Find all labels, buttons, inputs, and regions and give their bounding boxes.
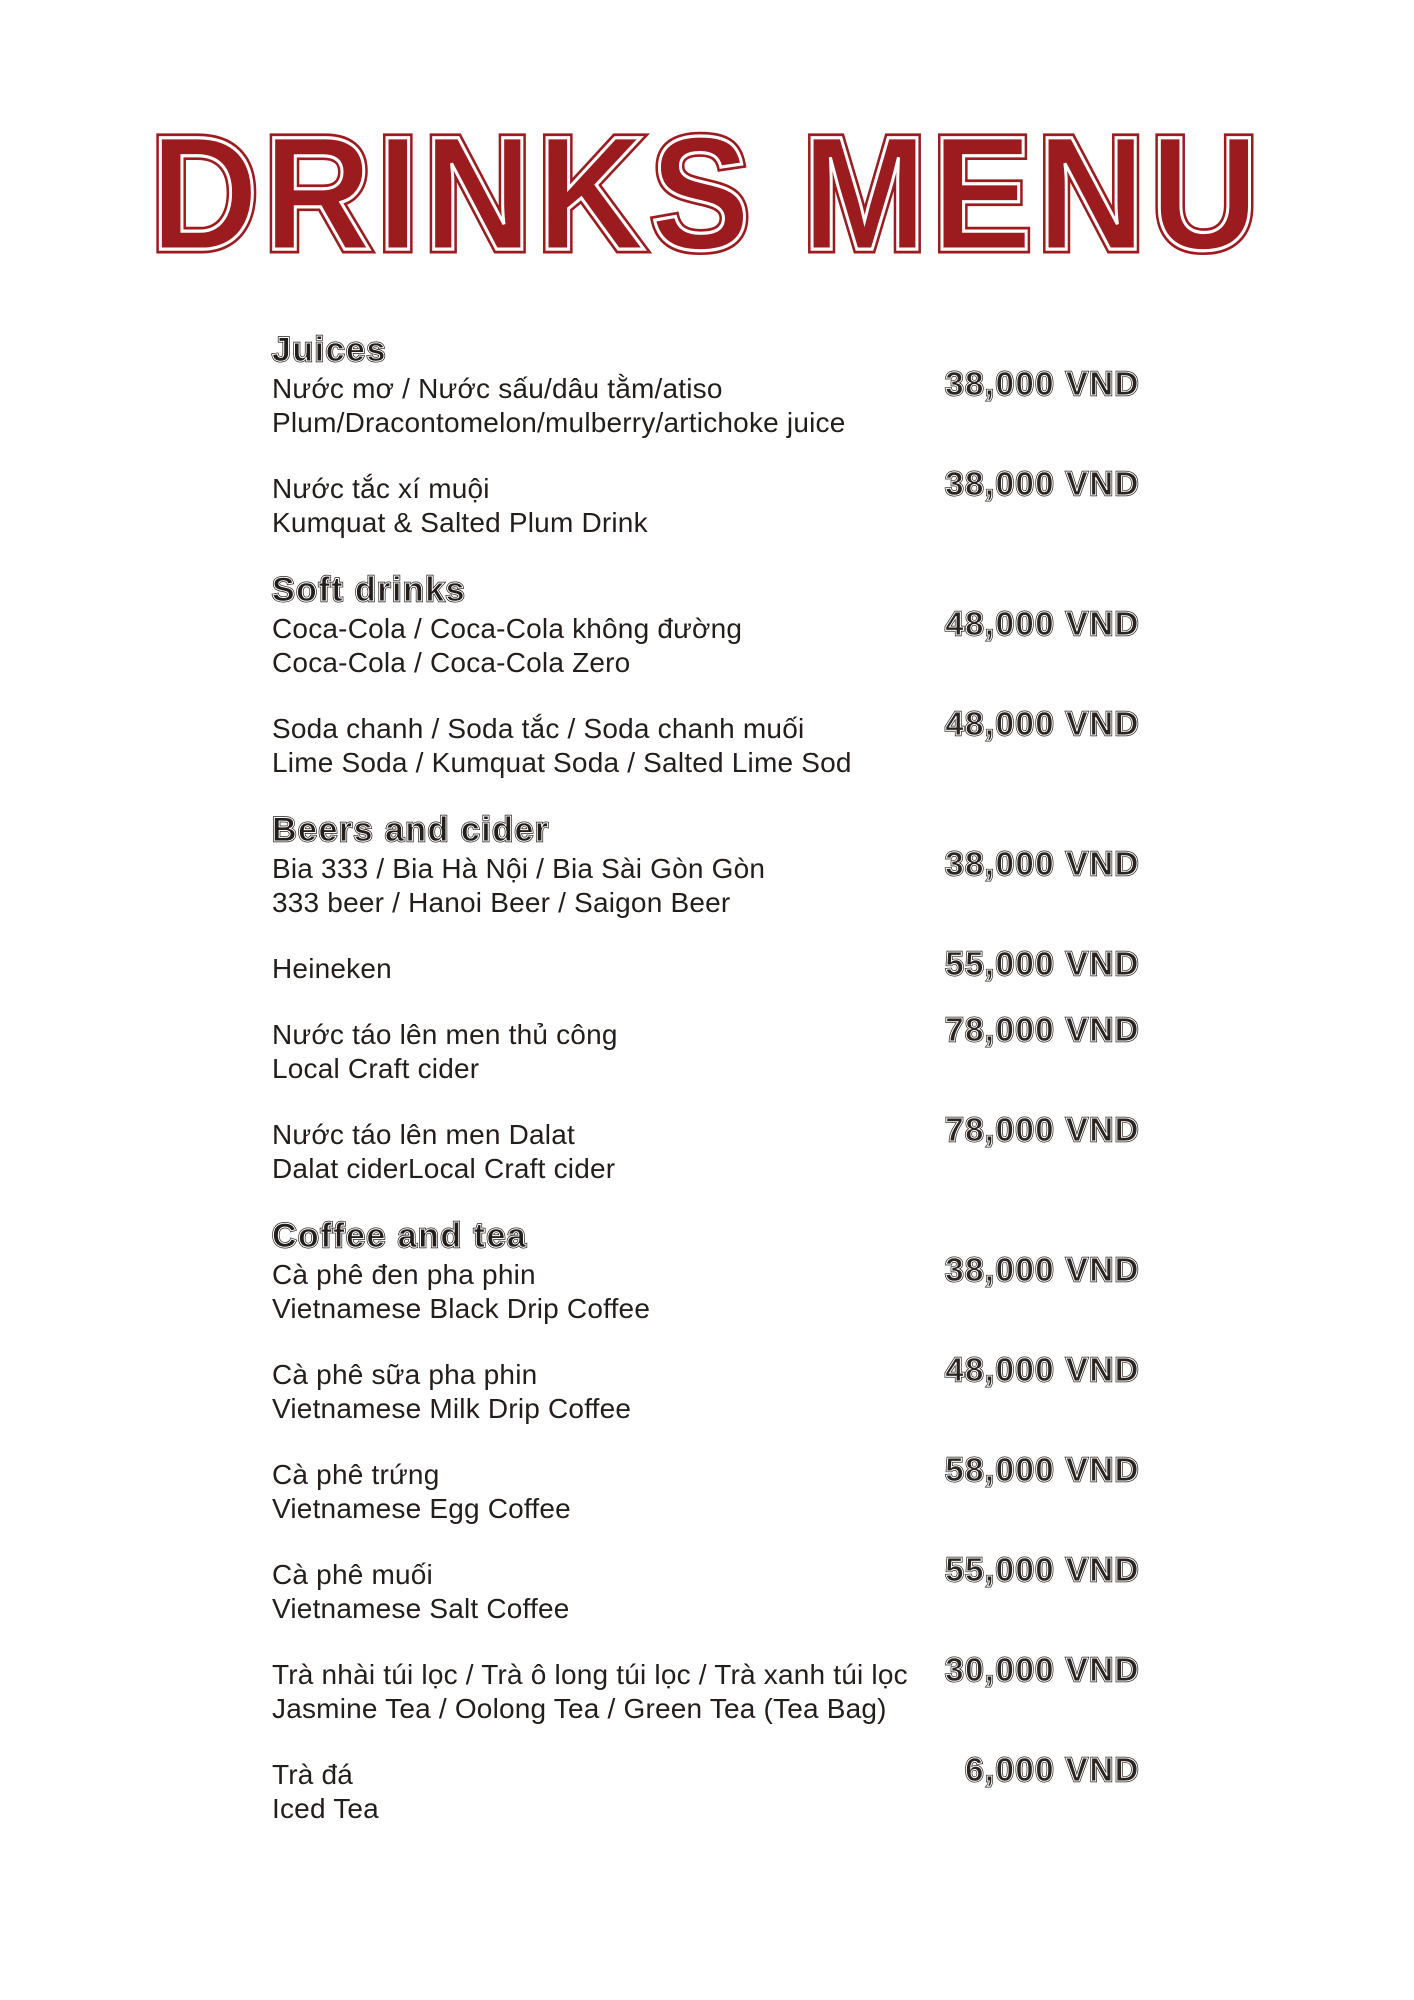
section-title bbox=[272, 1218, 1140, 1254]
item-price-cell bbox=[945, 604, 1140, 644]
item-name-en: Local Craft cider bbox=[272, 1053, 480, 1084]
item-names bbox=[272, 852, 927, 920]
item-price-cell bbox=[945, 944, 1140, 984]
item-name-en: Vietnamese Milk Drip Coffee bbox=[272, 1393, 632, 1424]
item-name-en: Lime Soda / Kumquat Soda / Salted Lime Sod bbox=[272, 747, 852, 778]
item-price: 55,000 VND 55,000 VND bbox=[945, 944, 1140, 984]
item-price-cell bbox=[945, 364, 1140, 404]
item-price-cell bbox=[945, 844, 1140, 884]
item-price-cell bbox=[945, 1350, 1140, 1390]
section-beers-cider bbox=[272, 812, 1140, 1186]
item-name-vi: Nước tắc xí muội bbox=[272, 473, 490, 504]
menu-item bbox=[272, 1351, 1140, 1426]
item-price-cell bbox=[965, 1750, 1140, 1790]
menu-item bbox=[272, 1551, 1140, 1626]
item-names bbox=[272, 1018, 927, 1086]
item-names bbox=[272, 952, 927, 986]
item-price-cell bbox=[945, 1250, 1140, 1290]
item-price: 58,000 VND 58,000 VND bbox=[945, 1450, 1140, 1490]
menu-item bbox=[272, 705, 1140, 780]
item-name-en: Vietnamese Black Drip Coffee bbox=[272, 1293, 651, 1324]
item-name-vi: Nước mơ / Nước sấu/dâu tằm/atiso bbox=[272, 373, 723, 404]
item-names bbox=[272, 1658, 927, 1726]
item-name-en: Coca-Cola / Coca-Cola Zero bbox=[272, 647, 631, 678]
menu-item bbox=[272, 1011, 1140, 1086]
section-title bbox=[272, 812, 1140, 848]
item-price: 78,000 VND 78,000 VND bbox=[945, 1110, 1140, 1150]
item-price-cell bbox=[945, 464, 1140, 504]
item-price: 48,000 VND 48,000 VND bbox=[945, 1350, 1140, 1390]
item-names bbox=[272, 1758, 947, 1826]
item-price-cell bbox=[945, 1450, 1140, 1490]
item-names bbox=[272, 712, 927, 780]
item-names bbox=[272, 372, 927, 440]
item-name-en: Jasmine Tea / Oolong Tea / Green Tea (Tea Bag) bbox=[272, 1693, 887, 1724]
item-price-cell bbox=[945, 1110, 1140, 1150]
item-name-en: Vietnamese Salt Coffee bbox=[272, 1593, 570, 1624]
item-name-en: Vietnamese Egg Coffee bbox=[272, 1493, 571, 1524]
item-price: 38,000 VND 38,000 VND bbox=[945, 464, 1140, 504]
menu-item bbox=[272, 945, 1140, 986]
menu-item bbox=[272, 1651, 1140, 1726]
item-name-vi: Cà phê đen pha phin bbox=[272, 1259, 536, 1290]
item-price: 38,000 VND 38,000 VND bbox=[945, 844, 1140, 884]
item-name-vi: Cà phê muối bbox=[272, 1559, 433, 1590]
item-name-vi: Cà phê trứng bbox=[272, 1459, 440, 1490]
section-title bbox=[272, 572, 1140, 608]
section-title-text: Soft drinks Soft drinks bbox=[272, 572, 466, 608]
item-name-vi: Heineken bbox=[272, 953, 392, 984]
section-coffee-tea bbox=[272, 1218, 1140, 1826]
menu-item bbox=[272, 1111, 1140, 1186]
item-name-en: Kumquat & Salted Plum Drink bbox=[272, 507, 648, 538]
menu-item bbox=[272, 605, 1140, 680]
item-name-vi: Bia 333 / Bia Hà Nội / Bia Sài Gòn Gòn bbox=[272, 853, 766, 884]
item-name-vi: Nước táo lên men Dalat bbox=[272, 1119, 575, 1150]
item-name-en: Dalat ciderLocal Craft cider bbox=[272, 1153, 616, 1184]
section-title-text: Coffee and tea Coffee and tea bbox=[272, 1218, 527, 1254]
item-names bbox=[272, 1358, 927, 1426]
item-name-vi: Cà phê sữa pha phin bbox=[272, 1359, 538, 1390]
item-names bbox=[272, 1558, 927, 1626]
item-name-vi: Trà đá bbox=[272, 1759, 354, 1790]
item-price: 38,000 VND 38,000 VND bbox=[945, 1250, 1140, 1290]
menu-item bbox=[272, 1251, 1140, 1326]
item-names bbox=[272, 1258, 927, 1326]
item-price: 30,000 VND 30,000 VND bbox=[945, 1650, 1140, 1690]
section-title-text: Juices Juices bbox=[272, 332, 387, 368]
item-price: 48,000 VND 48,000 VND bbox=[945, 704, 1140, 744]
section-title-text: Beers and cider Beers and cider bbox=[272, 812, 550, 848]
menu-item bbox=[272, 1451, 1140, 1526]
item-name-vi: Trà nhài túi lọc / Trà ô long túi lọc / Trà xanh túi lọc bbox=[272, 1659, 908, 1690]
item-name-vi: Nước táo lên men thủ công bbox=[272, 1019, 618, 1050]
item-price-cell bbox=[945, 1550, 1140, 1590]
item-name-en: 333 beer / Hanoi Beer / Saigon Beer bbox=[272, 887, 731, 918]
menu-item bbox=[272, 845, 1140, 920]
section-soft-drinks bbox=[272, 572, 1140, 780]
item-names bbox=[272, 1118, 927, 1186]
menu-body bbox=[272, 332, 1140, 1826]
item-price-cell bbox=[945, 704, 1140, 744]
section-juices bbox=[272, 332, 1140, 540]
item-names bbox=[272, 1458, 927, 1526]
item-names bbox=[272, 472, 927, 540]
page-title-text: DRINKS MENU DRINKS MENU bbox=[150, 112, 1263, 274]
menu-item bbox=[272, 1751, 1140, 1826]
item-name-en: Plum/Dracontomelon/mulberry/artichoke juice bbox=[272, 407, 846, 438]
item-name-vi: Coca-Cola / Coca-Cola không đường bbox=[272, 613, 743, 644]
item-price: 6,000 VND 6,000 VND bbox=[965, 1750, 1140, 1790]
item-names bbox=[272, 612, 927, 680]
item-price-cell bbox=[945, 1650, 1140, 1690]
menu-item bbox=[272, 365, 1140, 440]
page-title bbox=[0, 0, 1414, 284]
item-price: 38,000 VND 38,000 VND bbox=[945, 364, 1140, 404]
item-name-vi: Soda chanh / Soda tắc / Soda chanh muối bbox=[272, 713, 805, 744]
item-price: 78,000 VND 78,000 VND bbox=[945, 1010, 1140, 1050]
menu-item bbox=[272, 465, 1140, 540]
item-price: 48,000 VND 48,000 VND bbox=[945, 604, 1140, 644]
section-title bbox=[272, 332, 1140, 368]
item-price: 55,000 VND 55,000 VND bbox=[945, 1550, 1140, 1590]
item-price-cell bbox=[945, 1010, 1140, 1050]
item-name-en: Iced Tea bbox=[272, 1793, 379, 1824]
